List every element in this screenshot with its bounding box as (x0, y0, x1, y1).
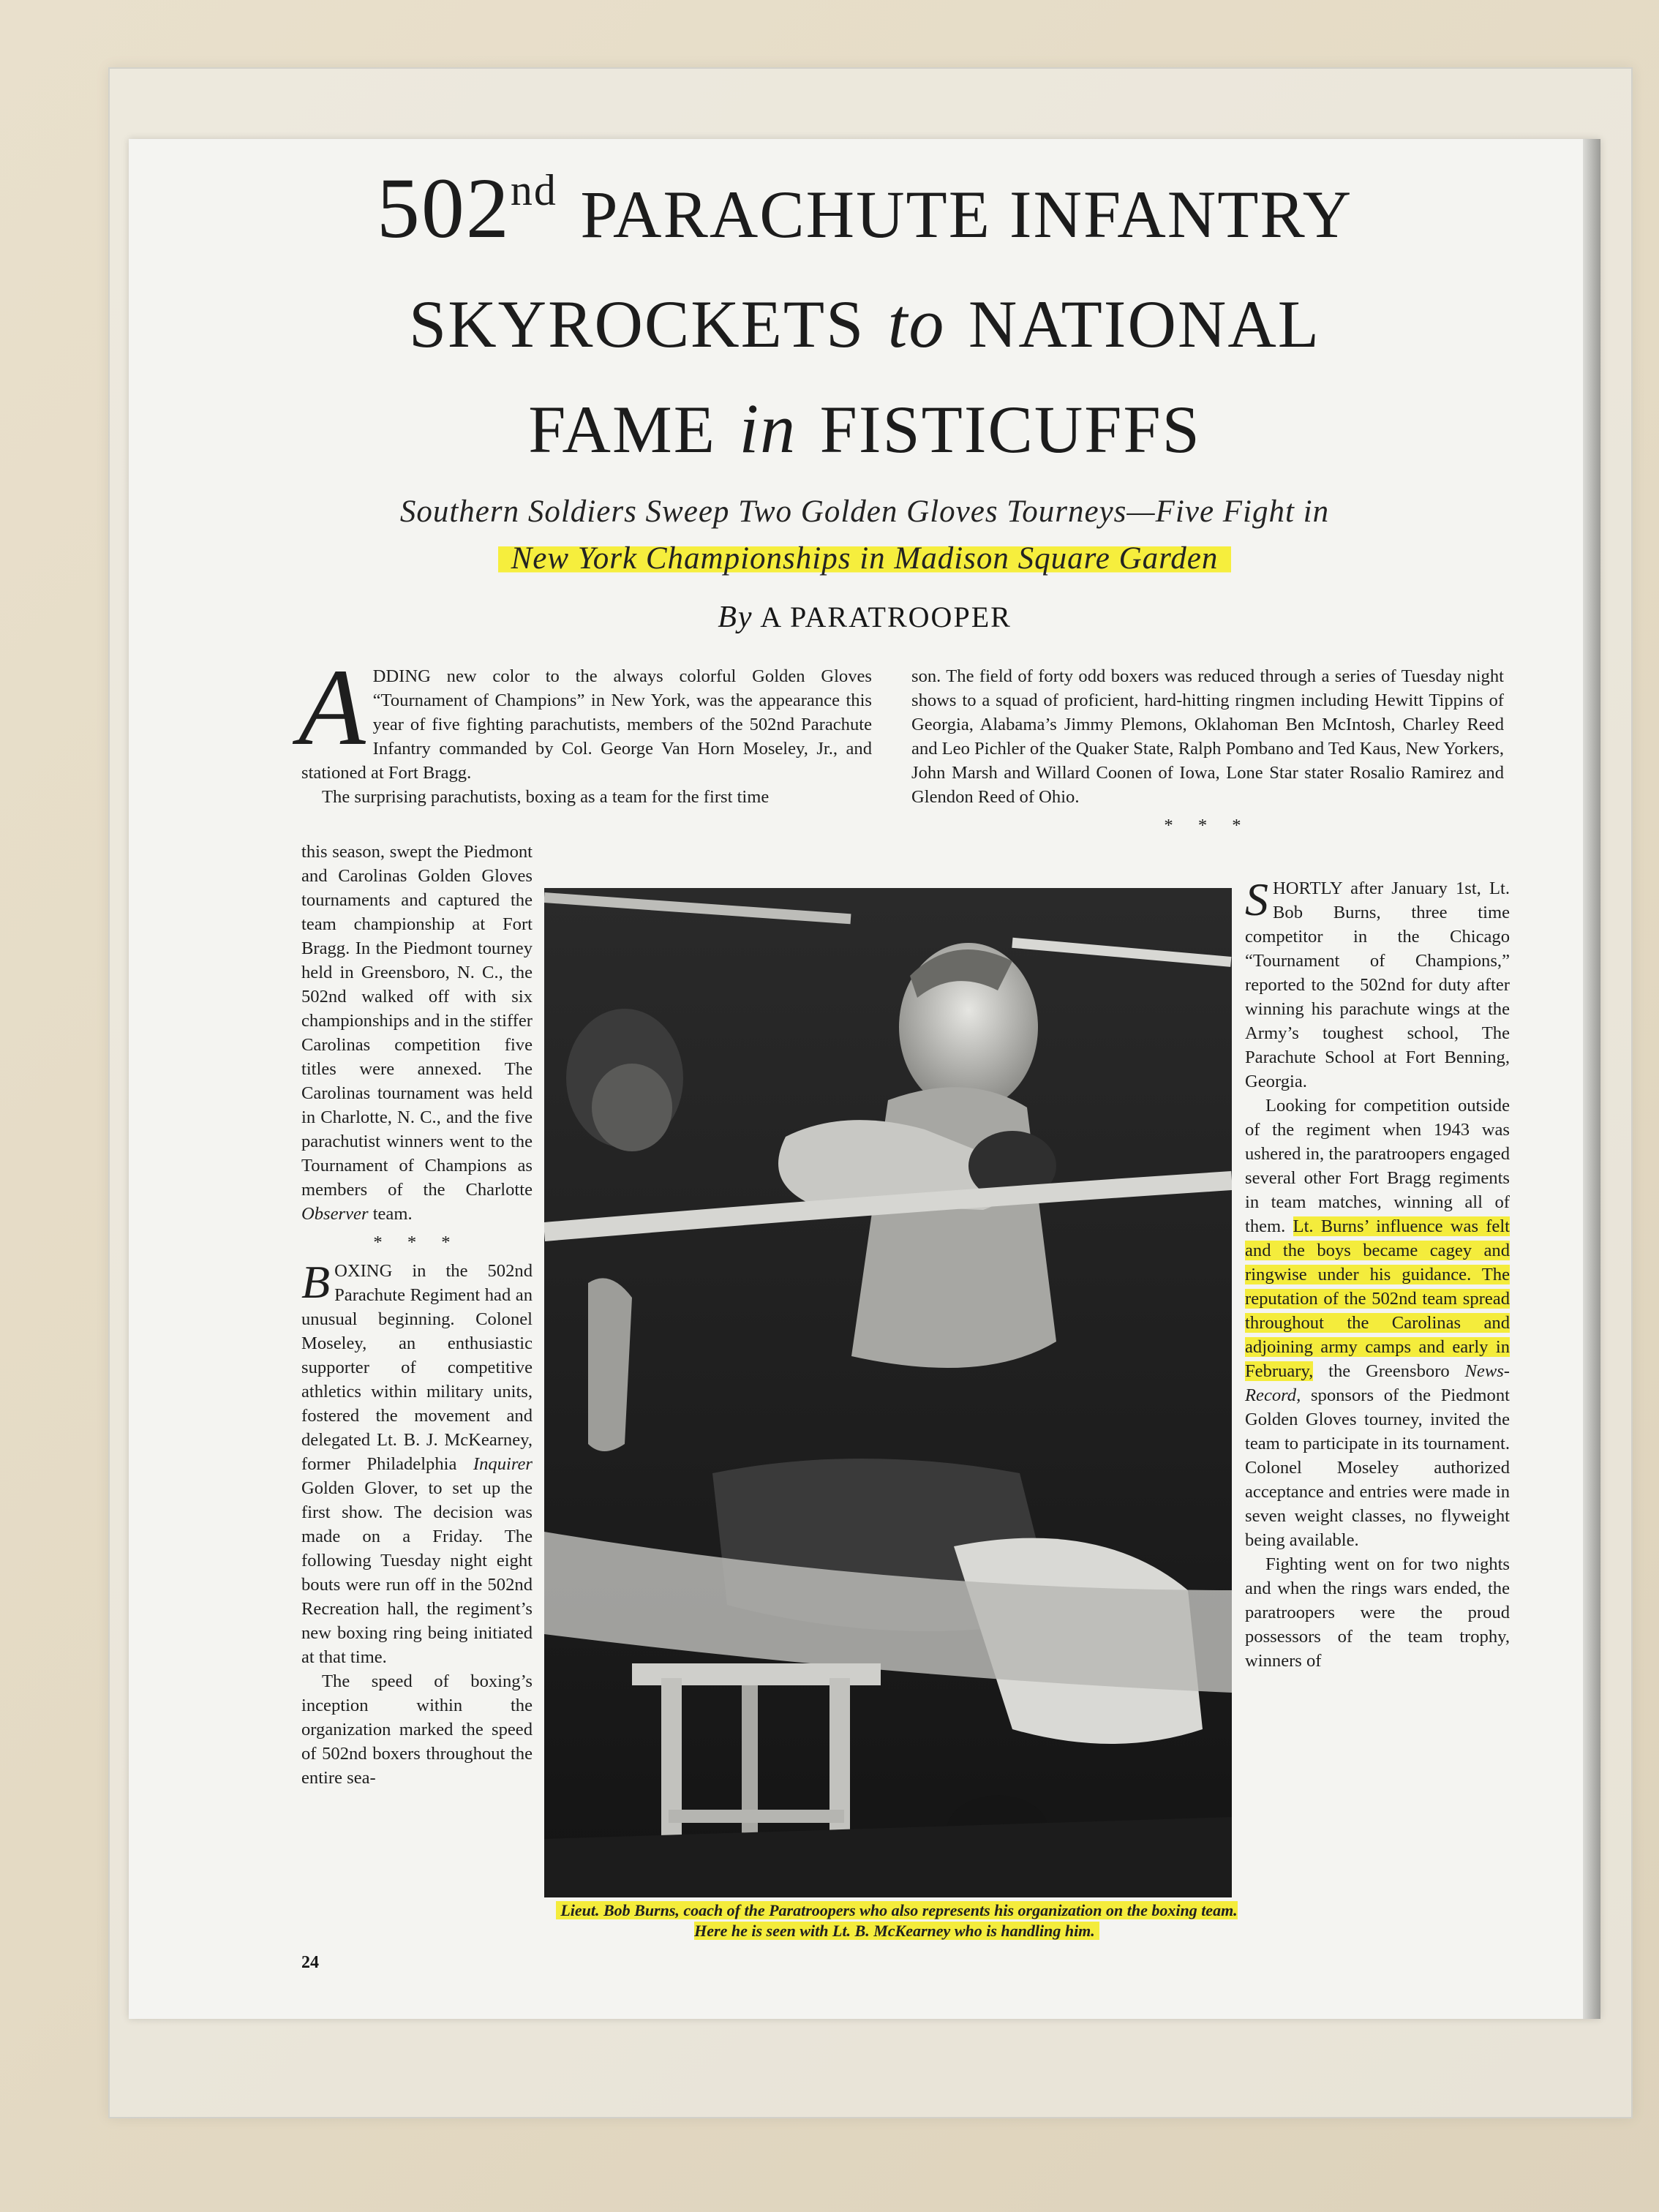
boxing-photo (544, 888, 1232, 1897)
column-left-narrow: this season, swept the Piedmont and Carolinas Golden Gloves tournaments and captured the team championship at Fort Bragg. In the Piedmont tourney held in Greensboro, N. C., the 502nd walked off with six championships and in the stiffer Carolinas competition five titles were annexed. The Carolinas tournament was held in Charlotte, N. C., and the five parachutist winners went to the Tournament of Champions as members of the Charlotte Observer team. * * * BOXING in the 502nd Parachute Regiment had an unusual beginning. Colonel Moseley, an enthusiastic supporter of competitive athletics within military units, fostered the movement and delegated Lt. B. J. McKearney, former Philadelphia Inquirer Golden Glover, to set up the first show. The decision was made on a Friday. The following Tuesday night eight bouts were run off in the 502nd Recreation hall, the regiment’s new boxing ring being initiated at that time. The speed of boxing’s inception within the organization marked the speed of 502nd boxers throughout the entire sea- (301, 842, 533, 1788)
drop-cap-s: S (1245, 873, 1268, 925)
magazine-page (129, 139, 1600, 2019)
section-stars: * * * (1164, 816, 1252, 835)
photo-caption: Lieut. Bob Burns, coach of the Paratroopers who also represents his organization on the boxing team. Here he is seen with Lt. B. McKearney who is handling him. (553, 1900, 1241, 1941)
boxer-illustration (544, 888, 1232, 1897)
byline: By A PARATROOPER (718, 601, 1012, 634)
headline-line-1: 502nd PARACHUTE INFANTRY (376, 160, 1353, 256)
headline-line-3: FAME in FISTICUFFS (528, 389, 1201, 467)
page-number: 24 (301, 1953, 319, 1972)
subtitle-line-1: Southern Soldiers Sweep Two Golden Gloves Tourneys—Five Fight in (399, 494, 1330, 529)
highlighted-subtitle: New York Championships in Madison Square Garden (498, 541, 1232, 576)
drop-cap-b: B (301, 1256, 331, 1308)
column-left-top: ADDING new color to the always colorful Golden Gloves “Tournament of Champions” in New York, was the appearance this year of five fighting parachutists, members of the 502nd Parachute Infantry commanded by Col. George Van Horn Moseley, Jr., and stationed at Fort Bragg. The surprising parachutists, boxing as a team for the first time (298, 647, 872, 807)
drop-cap-a: A (298, 647, 366, 768)
headline-line-2: SKYROCKETS to NATIONAL (409, 284, 1320, 362)
section-stars-left: * * * (373, 1233, 461, 1252)
subtitle-line-2 (129, 543, 1600, 574)
column-right-top: son. The field of forty odd boxers was reduced through a series of Tuesday night shows to a squad of proficient, hard-hitting ringmen including Hewitt Tippins of Georgia, Alabama’s Jimmy Plemons, Oklahoman Ben McIntosh, Charley Reed and Leo Pichler of the Quaker State, Ralph Pombano and Ted Kaus, New Yorkers, John Marsh and Willard Coonen of Iowa, Lone Star stater Rosalio Ramirez and Glendon Reed of Ohio. * * * (911, 664, 1504, 842)
highlighted-passage: Lt. Burns’ influence was felt and the boys became cagey and ringwise under his guidance. The reputation of the 502nd team spread throughout the Carolinas and adjoining army camps and early in February, (1245, 1216, 1511, 1381)
column-right-narrow: SHORTLY after January 1st, Lt. Bob Burns, three time competitor in the Chicago “Tournament of Champions,” reported to the 502nd for duty after winning his parachute wings at the Army’s toughest school, The Parachute School at Fort Benning, Georgia. Looking for competition outside of the regiment when 1943 was ushered in, the paratroopers engaged several other Fort Bragg regiments in team matches, winning all of them. Lt. Burns’ influence was felt and the boys became cagey and ringwise under his guidance. The reputation of the 502nd team spread throughout the Carolinas and adjoining army camps and early in February, the Greensboro News-Record, sponsors of the Piedmont Golden Gloves tourney, invited the team to participate in its tournament. Colonel Moseley authorized acceptance and entries were made in seven weight classes, no flyweight being available. Fighting went on for two nights and when the rings wars ended, the paratroopers were the proud possessors of the team trophy, winners of (1245, 873, 1511, 1671)
